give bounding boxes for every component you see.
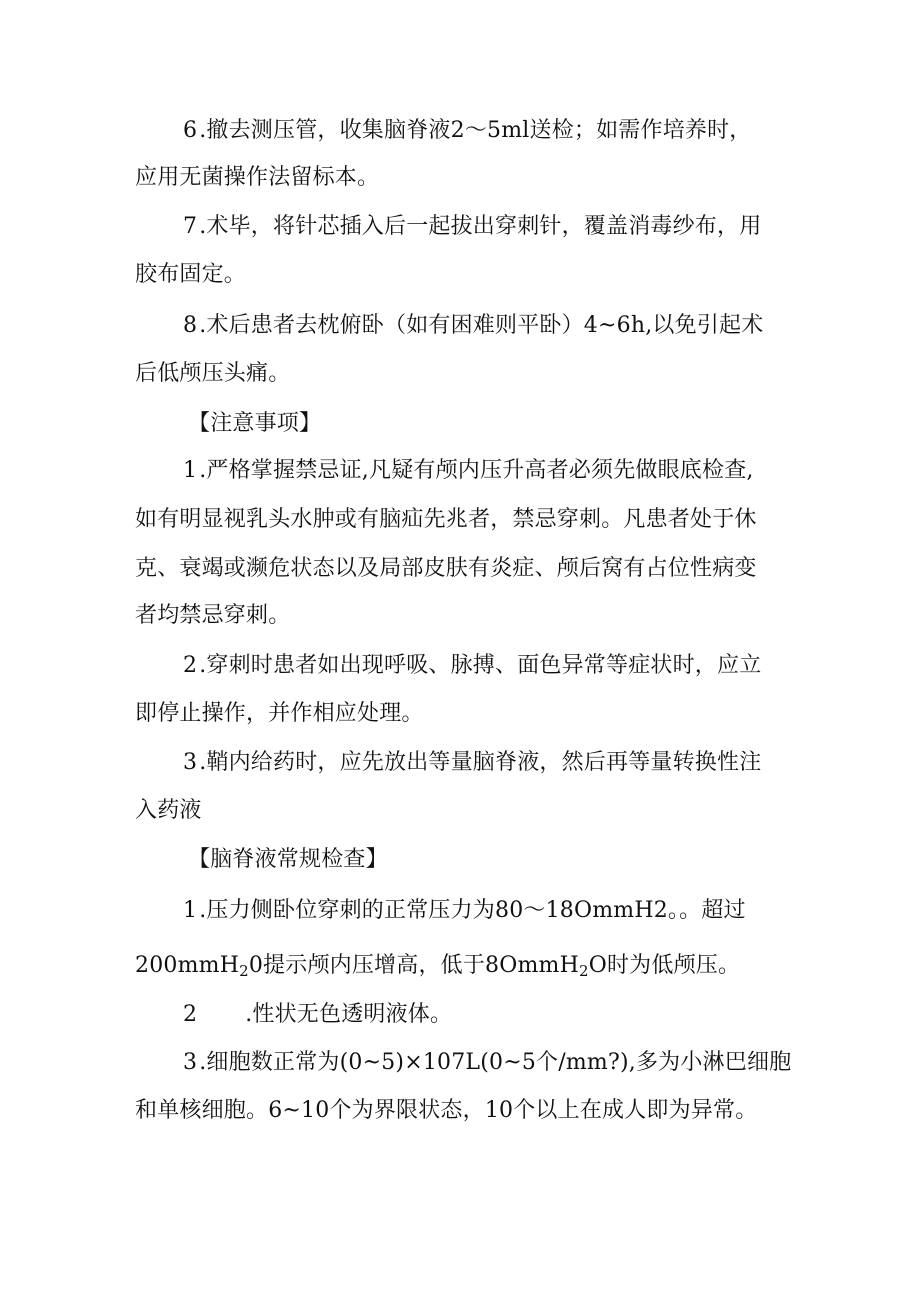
item-6-line-2: 应用无菌操作法留标本。 [135, 165, 380, 190]
note-1-line-1 [183, 458, 754, 484]
item-number: 8 [183, 313, 198, 338]
item-number: 6 [183, 118, 198, 143]
note-1-line-4: 者均禁忌穿刺。 [135, 603, 291, 628]
item-text: .撤去测压管，收集脑脊液2～5ml送检；如需作培养时， [199, 118, 752, 143]
item-number: 1 [183, 458, 198, 483]
subscript: 2 [239, 962, 249, 980]
item-number: 2 [183, 653, 198, 678]
item-8-line-2: 后低颅压头痛。 [135, 361, 291, 386]
csf-1-line-2 [135, 953, 740, 984]
item-text: .术毕，将针芯插入后一起拔出穿刺针，覆盖消毒纱布，用 [199, 214, 762, 239]
note-1-line-3: 克、衰竭或濒危状态以及局部皮肤有炎症、颅后窝有占位性病变 [135, 556, 757, 581]
csf-3-line-2: 和单核细胞。6~10个为界限状态，10个以上在成人即为异常。 [135, 1098, 758, 1123]
item-number: 1 [183, 898, 198, 923]
text-part: 0提示颅内压增高，低于8OmmH [248, 953, 579, 978]
item-text: .压力侧卧位穿刺的正常压力为80～18OmmH2。。超过 [199, 898, 746, 923]
note-2-line-1 [183, 653, 761, 679]
section-heading-csf-routine: 【脑脊液常规检查】 [188, 847, 388, 872]
note-1-line-2: 如有明显视乳头水肿或有脑疝先兆者，禁忌穿刺。凡患者处于休 [135, 507, 757, 532]
item-8-line-1 [183, 313, 763, 339]
item-number: 3 [183, 1050, 198, 1075]
csf-3-line-1 [183, 1050, 791, 1076]
item-number: 3 [183, 750, 198, 775]
item-text: .鞘内给药时，应先放出等量脑脊液，然后再等量转换性注 [199, 750, 762, 775]
note-2-line-2: 即停止操作，并作相应处理。 [135, 701, 424, 726]
item-6-line-1 [183, 118, 752, 144]
note-3-line-2: 入药液 [135, 798, 202, 823]
item-number: 7 [183, 214, 198, 239]
item-text: .严格掌握禁忌证,凡疑有颅内压升高者必须先做眼底检查, [199, 458, 754, 483]
item-number: 2 [183, 1002, 198, 1027]
item-text: .细胞数正常为(0~5)×107L(0~5个/mm?),多为小淋巴细胞 [199, 1050, 792, 1075]
section-heading-precautions: 【注意事项】 [188, 411, 322, 436]
text-part: 200mmH [135, 953, 240, 978]
note-3-line-1 [183, 750, 761, 776]
item-7-line-2: 胶布固定。 [135, 262, 247, 287]
text-part: O时为低颅压。 [588, 953, 741, 978]
subscript: 2 [579, 962, 589, 980]
item-text: .穿刺时患者如出现呼吸、脉搏、面色异常等症状时，应立 [199, 653, 762, 678]
item-text: .性状无色透明液体。 [245, 1002, 453, 1027]
csf-1-line-1 [183, 898, 746, 924]
item-text: .术后患者去枕俯卧（如有困难则平卧）4~6h,以免引起术 [199, 313, 764, 338]
item-7-line-1 [183, 214, 761, 240]
csf-2-line-1 [183, 1002, 452, 1028]
